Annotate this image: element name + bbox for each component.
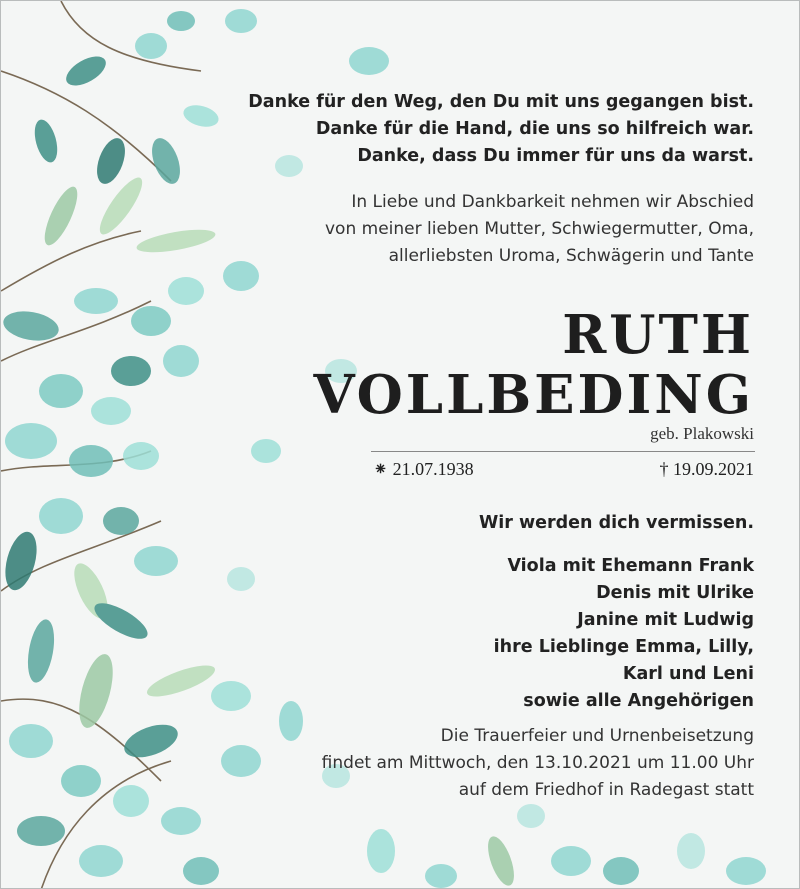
divider (371, 451, 755, 452)
first-name: RUTH (562, 304, 754, 366)
verse-line: Danke für die Hand, die uns so hilfreich war. (315, 119, 754, 139)
intro-line: In Liebe und Dankbarkeit nehmen wir Abschied (351, 192, 754, 212)
mourner-line: sowie alle Angehörigen (523, 691, 754, 711)
intro-text (325, 189, 754, 270)
intro-line: von meiner lieben Mutter, Schwiegermutter, Oma, (325, 219, 754, 239)
mourners-list (494, 553, 754, 715)
mourner-line: Karl und Leni (622, 664, 754, 684)
birth-date: ⁕ 21.07.1938 (373, 459, 474, 479)
deceased-name (313, 305, 754, 425)
mourner-line: Janine mit Ludwig (577, 610, 754, 630)
service-info (322, 723, 754, 804)
service-line: Die Trauerfeier und Urnenbeisetzung (440, 726, 754, 746)
service-line: auf dem Friedhof in Radegast statt (458, 780, 754, 800)
service-line: findet am Mittwoch, den 13.10.2021 um 11.00 Uhr (321, 753, 754, 773)
verse (248, 89, 754, 170)
last-name: VOLLBEDING (313, 364, 754, 426)
death-date: † 19.09.2021 (659, 459, 754, 479)
mourner-line: Viola mit Ehemann Frank (507, 556, 754, 576)
verse-line: Danke, dass Du immer für uns da warst. (357, 146, 754, 166)
verse-line: Danke für den Weg, den Du mit uns gegangen bist. (248, 92, 754, 112)
mourner-line: Denis mit Ulrike (596, 583, 754, 603)
maiden-name: geb. Plakowski (650, 424, 754, 443)
miss-line: Wir werden dich vermissen. (478, 513, 754, 533)
intro-line: allerliebsten Uroma, Schwägerin und Tante (388, 246, 754, 266)
mourner-line: ihre Lieblinge Emma, Lilly, (493, 637, 754, 657)
